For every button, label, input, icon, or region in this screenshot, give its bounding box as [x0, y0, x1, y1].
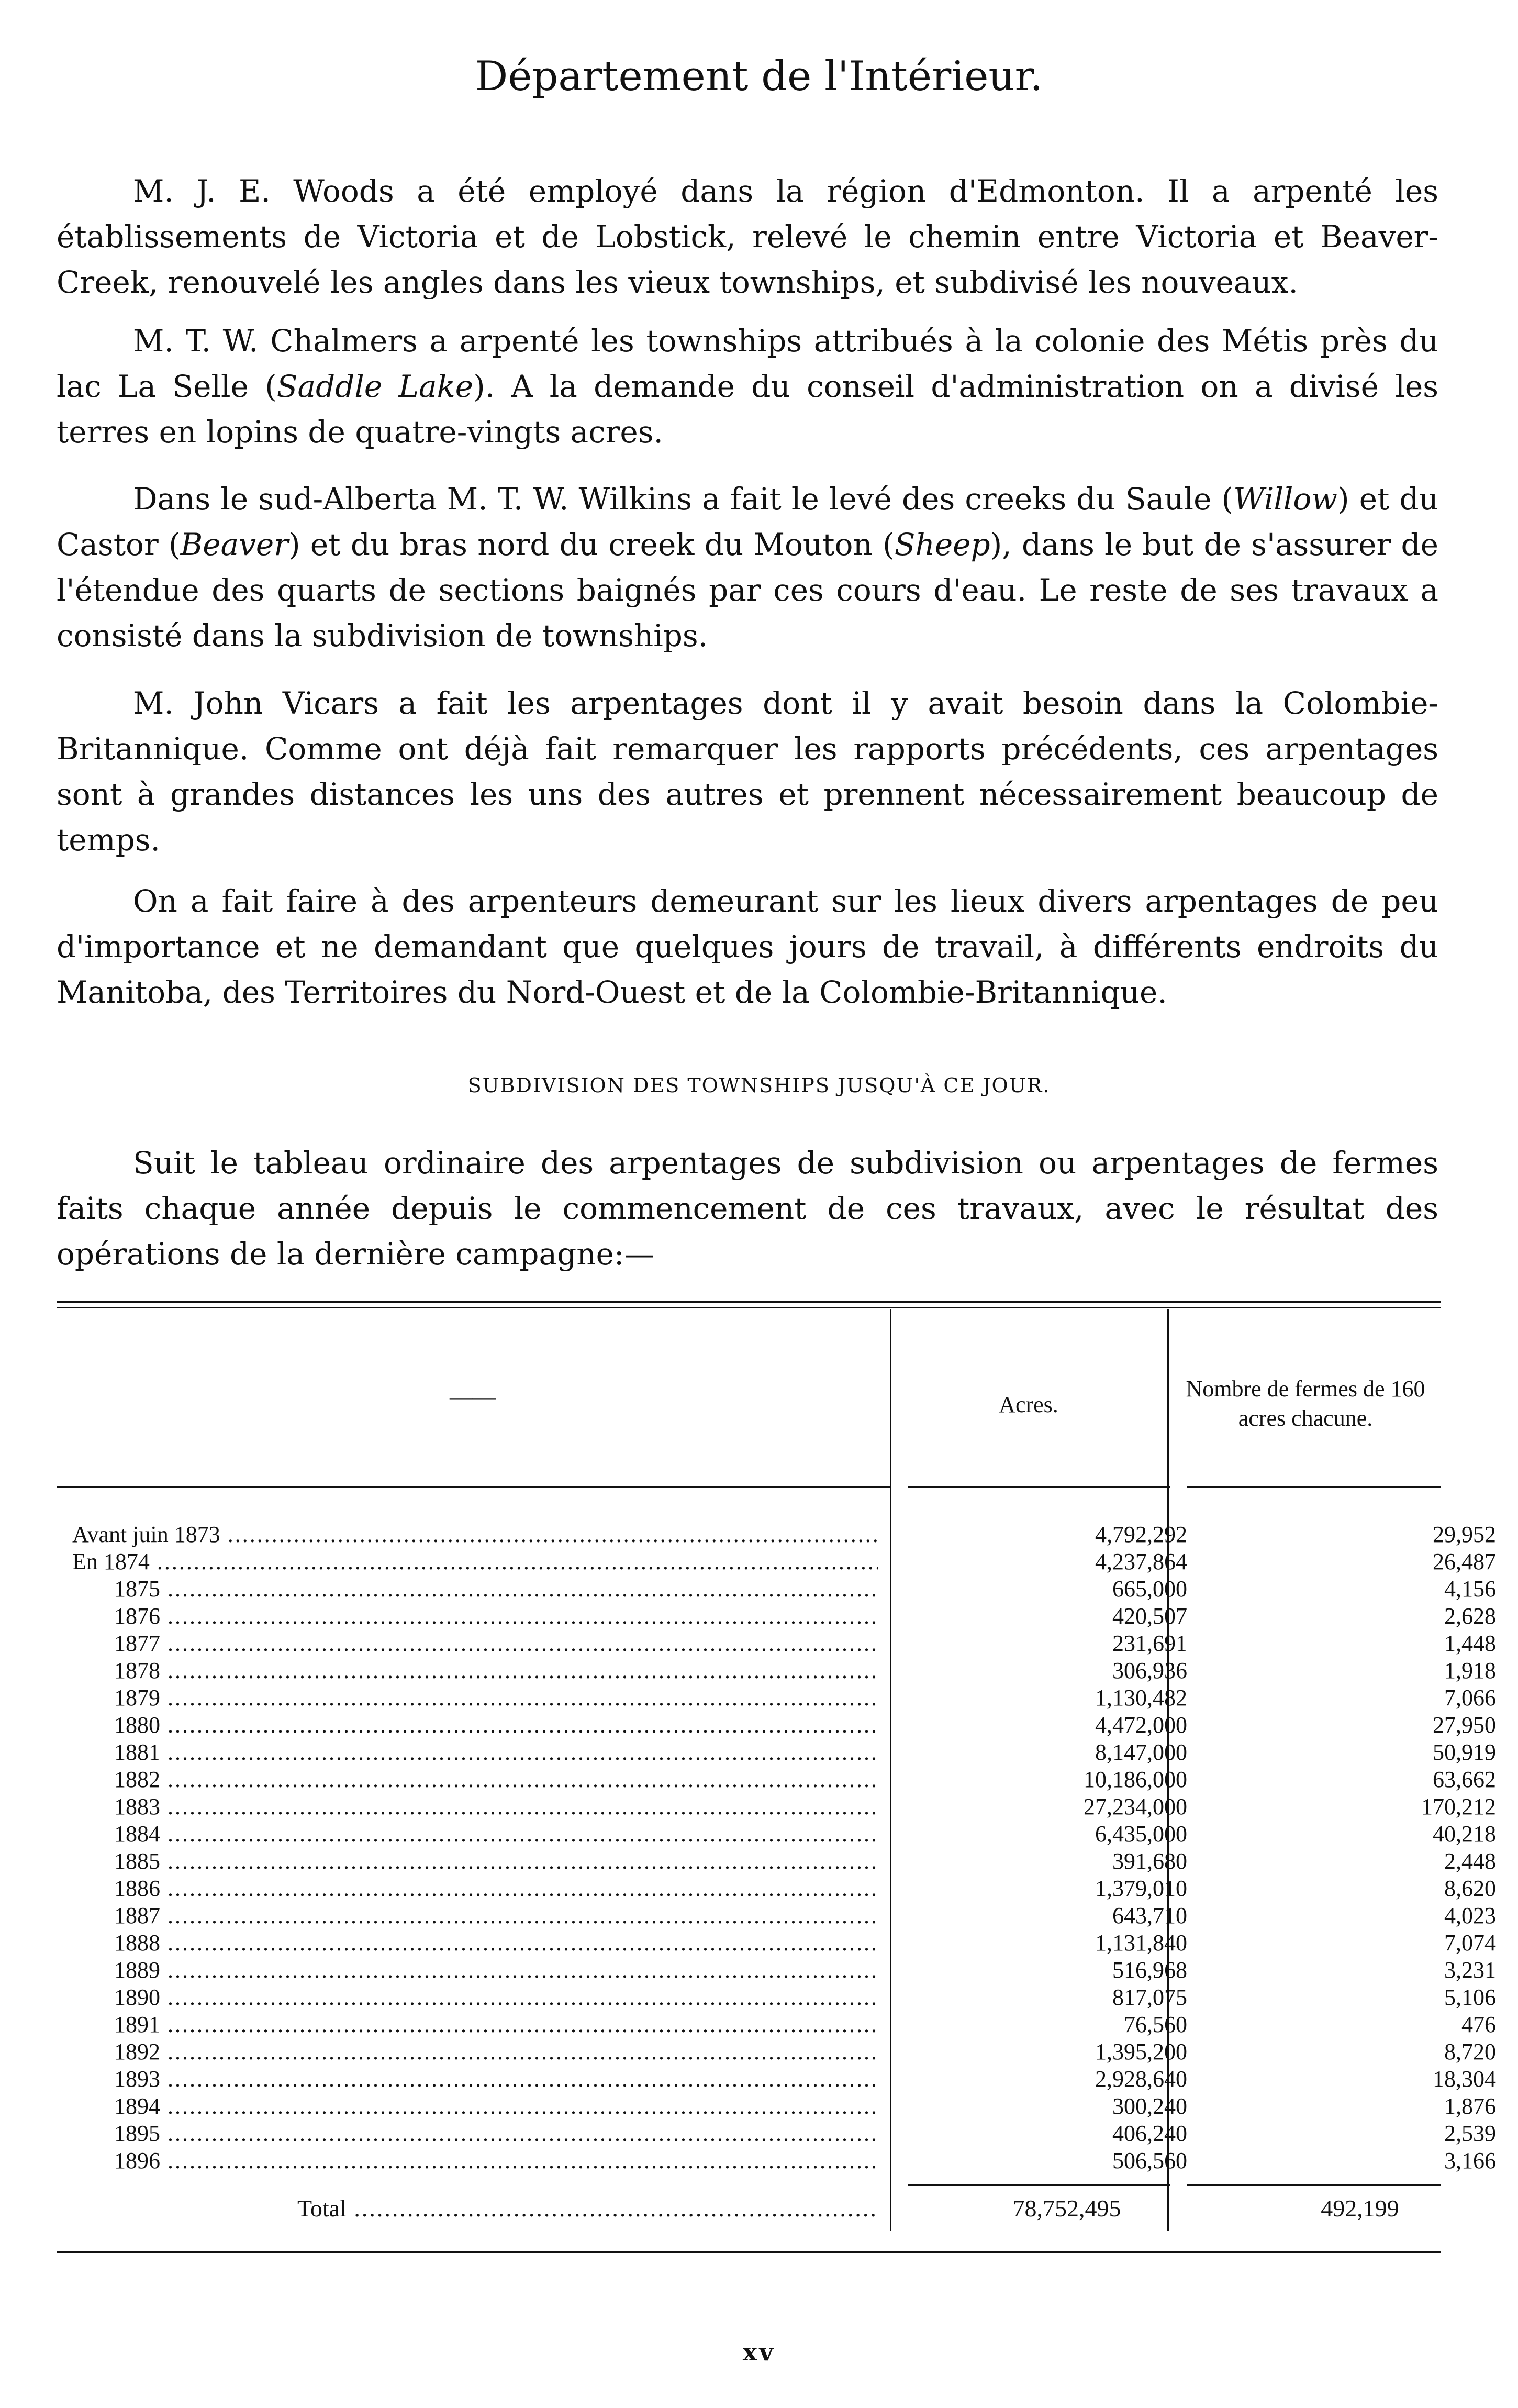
row-acres: 4,237,864 [1095, 1549, 1187, 1574]
row-label: 1895 ..... [114, 2120, 878, 2147]
row-label: 1888 ..... [114, 1929, 878, 1957]
row-label: 1886 ..... [114, 1875, 878, 1902]
paragraph-woods: M. J. E. Woods a été employé dans la région d'Edmonton. Il a arpenté les établissements de Victoria et de Lobstick, relevé le chemin entre Victoria et Beaver-Creek, renouvelé les angles dans les vieux townships, et subdivisé les nouveaux. [57, 173, 1438, 300]
row-label: 1882 ..... [114, 1766, 878, 1793]
table-total-rule-mid [908, 2184, 1170, 2186]
table-row [57, 2093, 1496, 2120]
table-header-label: —— [450, 1384, 496, 1410]
table-row [57, 2038, 1496, 2066]
paragraph-wilkins-text-c: ) et du bras nord du creek du Mouton ( [288, 527, 895, 562]
row-label: 1878 ..... [114, 1657, 878, 1684]
row-label: 1893 ..... [114, 2066, 878, 2093]
paragraph-chalmers [57, 318, 1438, 455]
row-acres: 76,560 [1124, 2012, 1187, 2037]
row-label: 1875 ..... [114, 1575, 878, 1603]
row-label: 1876 ..... [114, 1603, 878, 1630]
table-header-rule-mid [908, 1486, 1170, 1488]
table-row [57, 1521, 1496, 1548]
table-row [57, 1875, 1496, 1902]
paragraph-wilkins-text-d: ), dans le but de s'assurer de l'étendue des quarts de sections baignés par ces cours d'eau. Le reste de ses travaux a consisté dans la subdivision de townships. [57, 527, 1438, 653]
table-header-rule-left [57, 1486, 890, 1488]
table-row [57, 1766, 1496, 1793]
total-label: Total ..... [297, 2193, 878, 2224]
row-label: 1892 ..... [114, 2038, 878, 2066]
table-row [57, 1848, 1496, 1875]
row-fermes: 2,539 [1444, 2121, 1496, 2146]
row-acres: 643,710 [1112, 1903, 1187, 1928]
table-row [57, 2120, 1496, 2147]
section-heading: SUBDIVISION DES TOWNSHIPS JUSQU'À CE JOUR. [467, 1074, 1051, 1097]
row-fermes: 3,231 [1444, 1957, 1496, 1983]
row-acres: 516,968 [1112, 1957, 1187, 1983]
page-number: xv [742, 2338, 776, 2366]
total-fermes: 492,199 [1321, 2195, 1399, 2222]
table-row [57, 2066, 1496, 2093]
row-label: En 1874 ..... [72, 1548, 878, 1575]
paragraph-chalmers-text-a: M. T. W. Chalmers a arpenté les townships attribués à la colonie des Métis près du lac La Selle ( [57, 323, 1438, 404]
row-fermes: 2,448 [1444, 1848, 1496, 1874]
table-header-fermes: Nombre de fermes de 160 acres chacune. [1186, 1376, 1425, 1431]
row-acres: 506,560 [1112, 2148, 1187, 2173]
paragraph-wilkins-italic-beaver: Beaver [180, 527, 288, 562]
row-label: 1879 ..... [114, 1684, 878, 1712]
paragraph-wilkins [57, 476, 1438, 659]
row-label: 1885 ..... [114, 1848, 878, 1875]
row-fermes: 8,620 [1444, 1876, 1496, 1901]
table-header-rule-right [1187, 1486, 1441, 1488]
row-acres: 665,000 [1112, 1576, 1187, 1602]
row-fermes: 40,218 [1433, 1821, 1496, 1847]
table-row [57, 1793, 1496, 1821]
row-acres: 6,435,000 [1095, 1821, 1187, 1847]
paragraph-wilkins-italic-sheep: Sheep [894, 527, 990, 562]
row-fermes: 1,448 [1444, 1630, 1496, 1656]
row-label: 1891 ..... [114, 2011, 878, 2038]
row-label: 1881 ..... [114, 1739, 878, 1766]
paragraph-wilkins-italic-willow: Willow [1233, 481, 1337, 517]
row-acres: 4,792,292 [1095, 1522, 1187, 1547]
table-row [57, 1603, 1496, 1630]
row-fermes: 50,919 [1433, 1739, 1496, 1765]
table-row [57, 2011, 1496, 2038]
row-label: Avant juin 1873 ..... [72, 1521, 878, 1548]
row-fermes: 3,166 [1444, 2148, 1496, 2173]
page-title: Département de l'Intérieur. [475, 53, 1043, 100]
row-acres: 391,680 [1112, 1848, 1187, 1874]
row-fermes: 26,487 [1433, 1549, 1496, 1574]
row-label: 1883 ..... [114, 1793, 878, 1821]
row-fermes: 18,304 [1433, 2066, 1496, 2092]
table-row [57, 1548, 1496, 1575]
row-acres: 300,240 [1112, 2093, 1187, 2119]
row-label: 1877 ..... [114, 1630, 878, 1657]
row-fermes: 2,628 [1444, 1603, 1496, 1629]
row-fermes: 7,074 [1444, 1930, 1496, 1956]
row-fermes: 5,106 [1444, 1984, 1496, 2010]
table-bottom-rule [57, 2251, 1441, 2253]
row-acres: 1,379,010 [1095, 1876, 1187, 1901]
row-fermes: 4,156 [1444, 1576, 1496, 1602]
row-fermes: 27,950 [1433, 1712, 1496, 1738]
table-row [57, 1984, 1496, 2011]
row-acres: 406,240 [1112, 2121, 1187, 2146]
row-fermes: 63,662 [1433, 1767, 1496, 1792]
paragraph-arpenteurs: On a fait faire à des arpenteurs demeurant sur les lieux divers arpentages de peu d'importance et ne demandant que quelques jours de travail, à différents endroits du Manitoba, des Territoires du Nord-Ouest et de la Colombie-Britannique. [57, 883, 1438, 1010]
row-label: 1896 ..... [114, 2147, 878, 2174]
table-total-rule-right [1187, 2184, 1441, 2186]
row-fermes: 476 [1461, 2012, 1496, 2037]
table-row [57, 1902, 1496, 1929]
row-acres: 1,131,840 [1095, 1930, 1187, 1956]
row-fermes: 1,876 [1444, 2093, 1496, 2119]
row-fermes: 1,918 [1444, 1658, 1496, 1683]
table-row [57, 1630, 1496, 1657]
row-acres: 4,472,000 [1095, 1712, 1187, 1738]
row-label: 1880 ..... [114, 1712, 878, 1739]
row-label: 1890 ..... [114, 1984, 878, 2011]
paragraph-chalmers-italic: Saddle Lake [276, 369, 474, 404]
row-fermes: 8,720 [1444, 2039, 1496, 2065]
row-fermes: 4,023 [1444, 1903, 1496, 1928]
table-row [57, 1739, 1496, 1766]
row-acres: 817,075 [1112, 1984, 1187, 2010]
table-header-acres: Acres. [999, 1392, 1058, 1417]
table-total-row [57, 2193, 1441, 2224]
row-acres: 10,186,000 [1084, 1767, 1187, 1792]
row-acres: 2,928,640 [1095, 2066, 1187, 2092]
row-label: 1887 ..... [114, 1902, 878, 1929]
row-fermes: 7,066 [1444, 1685, 1496, 1711]
table-top-rule-2 [57, 1307, 1441, 1308]
row-fermes: 29,952 [1433, 1522, 1496, 1547]
table-row [57, 1957, 1496, 1984]
table-row [57, 1929, 1496, 1957]
row-acres: 420,507 [1112, 1603, 1187, 1629]
row-acres: 8,147,000 [1095, 1739, 1187, 1765]
row-label: 1884 ..... [114, 1821, 878, 1848]
table-top-rule-1 [57, 1301, 1441, 1303]
table-row [57, 1712, 1496, 1739]
paragraph-chalmers-text-b: ). A la demande du conseil d'administration on a divisé les terres en lopins de quatre-vingts acres. [57, 369, 1438, 450]
row-acres: 231,691 [1112, 1630, 1187, 1656]
table-row [57, 1821, 1496, 1848]
table-row [57, 2147, 1496, 2174]
row-label: 1889 ..... [114, 1957, 878, 1984]
paragraph-vicars: M. John Vicars a fait les arpentages dont il y avait besoin dans la Colombie-Britannique. Comme ont déjà fait remarquer les rapports précédents, ces arpentages sont à grandes distances les uns des autres et prennent nécessairement beaucoup de temps. [57, 685, 1438, 858]
paragraph-wilkins-text-b: ) et du Castor ( [57, 481, 1438, 562]
paragraph-wilkins-text-a: Dans le sud-Alberta M. T. W. Wilkins a fait le levé des creeks du Saule ( [133, 481, 1234, 517]
row-acres: 1,395,200 [1095, 2039, 1187, 2065]
row-acres: 27,234,000 [1084, 1794, 1187, 1819]
table-row [57, 1575, 1496, 1603]
row-acres: 1,130,482 [1095, 1685, 1187, 1711]
total-acres: 78,752,495 [1012, 2195, 1121, 2222]
row-acres: 306,936 [1112, 1658, 1187, 1683]
table-row [57, 1657, 1496, 1684]
paragraph-tableau-intro: Suit le tableau ordinaire des arpentages de subdivision ou arpentages de fermes faits chaque année depuis le commencement de ces travaux, avec le résultat des opérations de la dernière campagne:— [57, 1145, 1438, 1272]
table-row [57, 1684, 1496, 1712]
row-fermes: 170,212 [1421, 1794, 1496, 1819]
row-label: 1894 ..... [114, 2093, 878, 2120]
